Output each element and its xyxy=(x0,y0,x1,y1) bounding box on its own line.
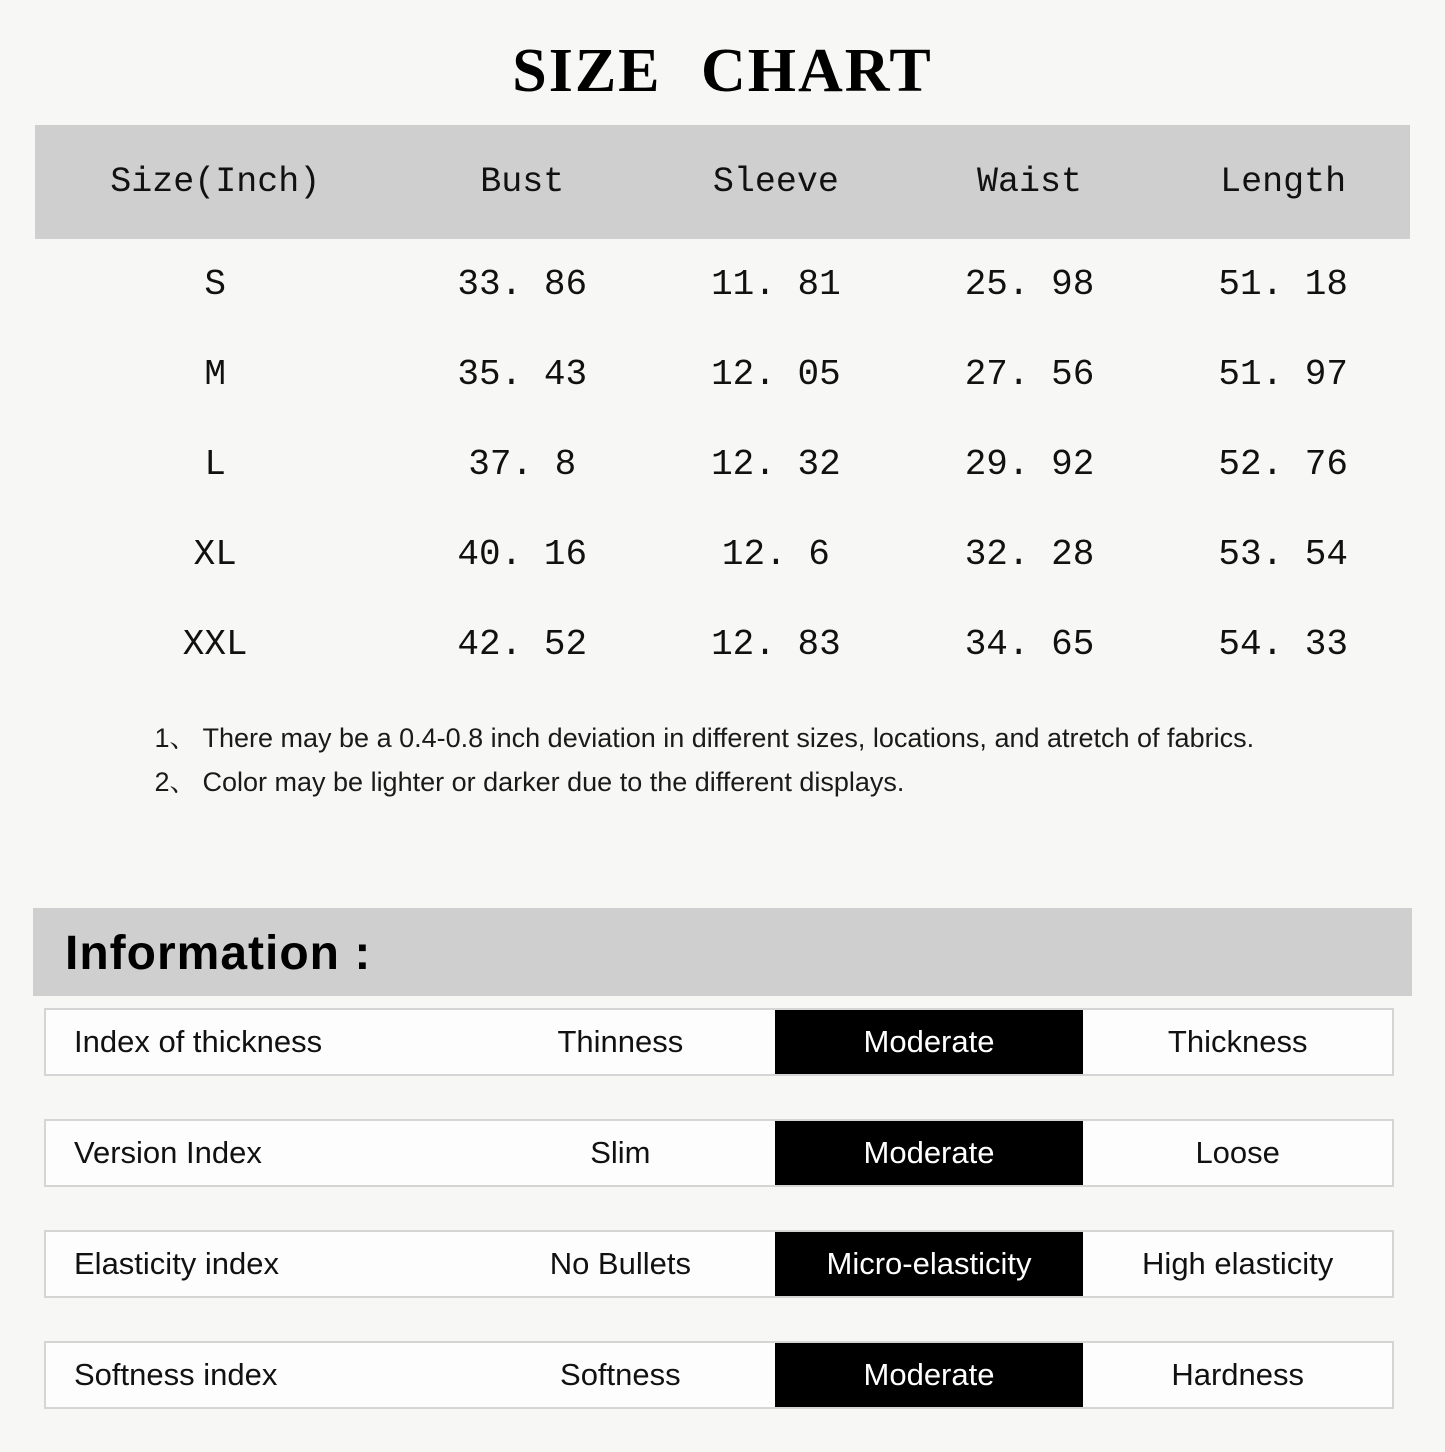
info-row-softness xyxy=(44,1341,1394,1409)
cell-sleeve: 12. 6 xyxy=(721,533,830,575)
table-header-row xyxy=(35,125,1410,239)
note-item xyxy=(155,761,1363,805)
cell-sleeve: 11. 81 xyxy=(711,263,841,305)
info-option-loose[interactable]: Loose xyxy=(1195,1135,1280,1170)
note-text: Color may be lighter or darker due to the different displays. xyxy=(202,766,905,797)
info-option-moderate-thickness[interactable]: Moderate xyxy=(775,1010,1084,1074)
info-option-no-bullets[interactable]: No Bullets xyxy=(549,1246,691,1281)
size-measurements-table xyxy=(35,125,1410,689)
info-option-softness[interactable]: Softness xyxy=(560,1357,681,1392)
cell-waist: 29. 92 xyxy=(964,443,1095,485)
cell-bust: 37. 8 xyxy=(468,443,577,485)
cell-length: 51. 18 xyxy=(1218,263,1348,305)
info-row-version xyxy=(44,1119,1394,1187)
cell-size: XL xyxy=(193,533,237,575)
note-text: There may be a 0.4-0.8 inch deviation in different sizes, locations, and atretch of fabrics. xyxy=(202,723,1255,753)
info-label-thickness: Index of thickness xyxy=(74,1024,323,1059)
cell-sleeve: 12. 83 xyxy=(711,623,841,665)
cell-size: XXL xyxy=(182,623,248,665)
column-header-length: Length xyxy=(1220,162,1347,202)
size-table-header xyxy=(35,125,1410,239)
column-header-waist: Waist xyxy=(977,162,1083,202)
cell-length: 53. 54 xyxy=(1218,533,1348,575)
info-option-moderate-softness[interactable]: Moderate xyxy=(775,1343,1084,1407)
info-option-thickness[interactable]: Thickness xyxy=(1167,1024,1308,1059)
cell-size: M xyxy=(204,353,227,395)
info-row-thickness xyxy=(44,1008,1394,1076)
cell-bust: 40. 16 xyxy=(457,533,588,575)
cell-bust: 35. 43 xyxy=(457,353,588,395)
cell-bust: 33. 86 xyxy=(457,263,588,305)
note-item xyxy=(155,717,1363,761)
cell-size: S xyxy=(204,263,227,305)
size-table-body xyxy=(35,239,1410,689)
information-heading: Information : xyxy=(65,927,372,980)
cell-length: 52. 76 xyxy=(1218,443,1348,485)
notes-section xyxy=(83,717,1363,804)
cell-waist: 25. 98 xyxy=(964,263,1095,305)
info-option-micro-elasticity[interactable]: Micro-elasticity xyxy=(775,1232,1084,1296)
page-title: SIZE CHART xyxy=(512,37,933,105)
table-row xyxy=(35,599,1410,689)
note-number: 1、 xyxy=(154,723,197,753)
info-label-elasticity: Elasticity index xyxy=(74,1246,280,1281)
cell-size: L xyxy=(204,443,227,485)
cell-sleeve: 12. 32 xyxy=(711,443,841,485)
info-label-softness: Softness index xyxy=(74,1357,278,1392)
cell-waist: 32. 28 xyxy=(964,533,1095,575)
table-row xyxy=(35,239,1410,329)
info-option-hardness[interactable]: Hardness xyxy=(1171,1357,1305,1392)
cell-length: 51. 97 xyxy=(1218,353,1348,395)
cell-waist: 34. 65 xyxy=(964,623,1095,665)
info-option-moderate-version[interactable]: Moderate xyxy=(775,1121,1084,1185)
table-row xyxy=(35,419,1410,509)
info-option-high-elasticity[interactable]: High elasticity xyxy=(1142,1246,1334,1281)
cell-bust: 42. 52 xyxy=(457,623,588,665)
cell-sleeve: 12. 05 xyxy=(711,353,841,395)
information-rows xyxy=(44,1008,1394,1452)
info-label-version: Version Index xyxy=(74,1135,262,1170)
table-row xyxy=(35,329,1410,419)
column-header-sleeve: Sleeve xyxy=(712,162,839,202)
note-number: 2、 xyxy=(154,766,197,797)
table-row xyxy=(35,509,1410,599)
cell-waist: 27. 56 xyxy=(964,353,1095,395)
column-header-size: Size(Inch) xyxy=(110,162,321,202)
info-row-elasticity xyxy=(44,1230,1394,1298)
info-option-thinness[interactable]: Thinness xyxy=(557,1024,684,1059)
info-option-slim[interactable]: Slim xyxy=(590,1135,651,1170)
column-header-bust: Bust xyxy=(480,162,565,202)
cell-length: 54. 33 xyxy=(1218,623,1348,665)
